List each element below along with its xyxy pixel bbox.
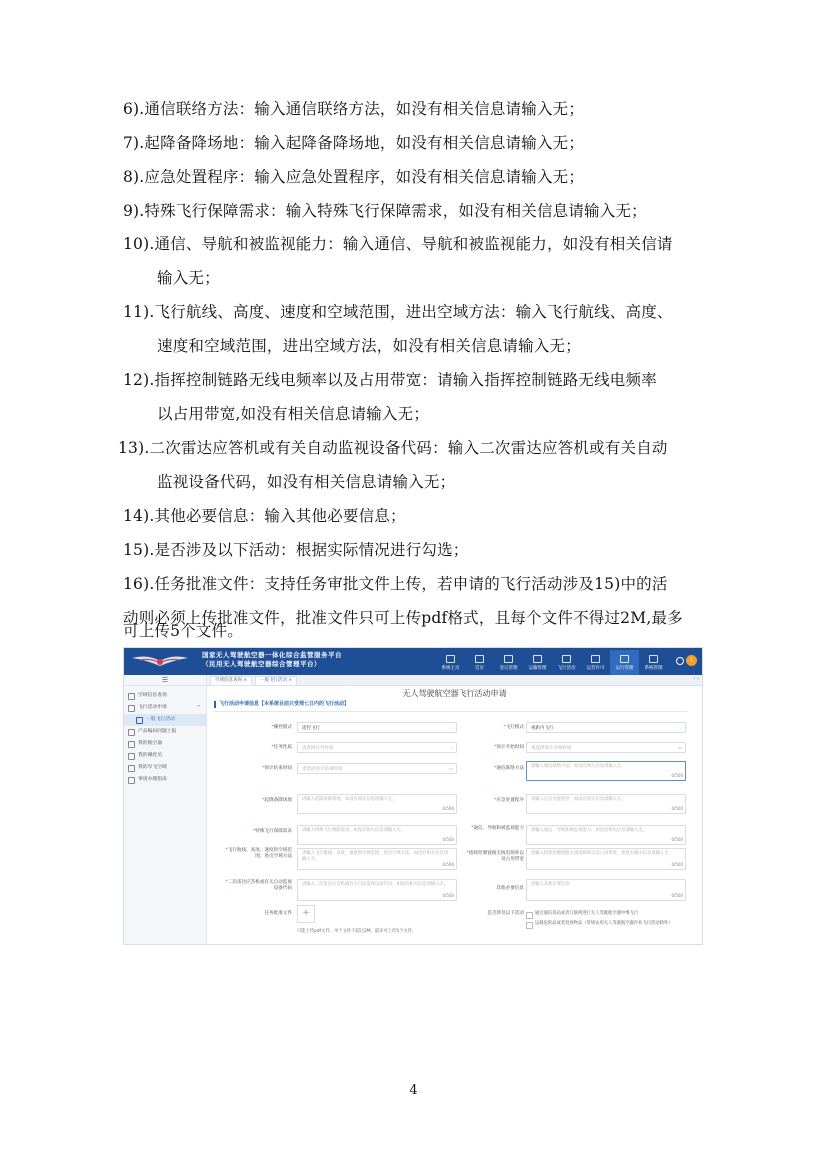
document-icon	[128, 693, 135, 700]
paragraph-14: 14).其他必要信息：输入其他必要信息；	[123, 507, 406, 525]
sidebar-item-airspace-query[interactable]	[124, 690, 206, 702]
sidebar-item-label: 我的军飞空域	[138, 765, 167, 770]
comm-nav-label: *通信、导航和被监视能力	[471, 826, 524, 831]
special-need-textarea[interactable]: 请输入特殊飞行保障需求，如没有相关信息请输入无。 0/500	[297, 825, 457, 845]
landing-site-label: *起降备降场地	[262, 798, 292, 803]
embedded-screenshot	[123, 647, 703, 945]
planned-end-picker[interactable]: 请选择预计结束时间 ▭	[297, 763, 457, 774]
paragraph-16-end: 可上传5个文件。	[123, 622, 243, 640]
sidebar-item-label: 产品编码问题上报	[138, 729, 177, 734]
sidebar-item-my-aircraft[interactable]	[124, 738, 206, 750]
nav-system-home[interactable]	[436, 650, 465, 675]
nav-label: 登记管理	[499, 665, 518, 671]
search-icon[interactable]	[676, 657, 684, 665]
chevron-down-icon: ⌵	[678, 726, 682, 731]
nav-label: 运营许可	[586, 665, 605, 671]
chevron-down-icon: ⌵	[449, 726, 453, 731]
paragraph-15: 15).是否涉及以下活动：根据实际情况进行勾选；	[123, 541, 469, 559]
sidebar-item-guide[interactable]	[124, 774, 206, 786]
paragraph-13-cont: 监视设备代码，如没有相关信息请输入无；	[157, 473, 456, 491]
tab-scroll-arrows-icon[interactable]: ‹ ›	[693, 676, 699, 682]
sidebar-item-label: 我的操控员	[138, 753, 162, 758]
building-icon	[620, 655, 629, 663]
involves-option-1-checkbox[interactable]	[526, 912, 533, 919]
document-icon	[136, 717, 143, 724]
paragraph-12: 12).指挥控制链路无线电频率以及占用带宽：请输入指挥控制链路无线电频率	[123, 371, 657, 389]
paragraph-10-cont: 输入无；	[157, 269, 220, 287]
emergency-textarea[interactable]: 请输入应急处置程序，如没有相关信息请输入无。 0/500	[526, 794, 686, 814]
sidebar-item-label: 空域信息查询	[138, 693, 167, 698]
sidebar-item-label: 飞行活动申请	[138, 705, 167, 710]
paragraph-9: 9).特殊飞行保障需求：输入特殊飞行保障需求，如没有相关信息请输入无；	[123, 202, 647, 220]
approval-file-label: 任务批准文件	[264, 911, 292, 916]
upload-button[interactable]: +	[297, 905, 315, 923]
sidebar-item-my-military-airspace[interactable]	[124, 762, 206, 774]
cart-icon	[533, 655, 542, 663]
nav-label: 飞行活动	[557, 665, 576, 671]
paragraph-8: 8).应急处置程序：输入应急处置程序，如没有相关信息请输入无；	[123, 168, 585, 186]
radar-code-textarea[interactable]: 请输入二次雷达应答机或有关自动监视设备代码，如没有相关信息请输入无。 0/500	[297, 879, 457, 901]
nav-transport[interactable]	[523, 650, 552, 675]
task-nature-select[interactable]: 请选择任务性质 ⌵	[297, 742, 457, 753]
landing-site-textarea[interactable]: 请输入起降备降场地，如没有相关信息请输入无。 0/500	[297, 794, 457, 814]
nav-registration[interactable]	[494, 650, 523, 675]
flight-mode-label: *飞行模式	[503, 725, 524, 730]
form-title: 无人驾驶航空器飞行活动申请	[402, 689, 507, 698]
system-title	[202, 651, 342, 669]
document-icon	[128, 741, 135, 748]
link-freq-textarea[interactable]: 请输入指挥控制链路无线电频率以及占用带宽，如没有相关信息请输入无。 0/500	[526, 848, 686, 870]
emergency-label: *应急处置程序	[494, 798, 524, 803]
link-freq-label: *指挥控制链路无线电频率以及占用带宽	[466, 851, 524, 862]
certificate-icon	[591, 655, 600, 663]
document-icon	[128, 753, 135, 760]
document-icon	[128, 777, 135, 784]
sidebar-item-label: 一般飞行活动	[146, 717, 175, 722]
sidebar-item-my-operators[interactable]	[124, 750, 206, 762]
menu-toggle-icon[interactable]: ☰	[124, 675, 206, 686]
paragraph-11-cont: 速度和空域范围，进出空域方法，如没有相关信息请输入无；	[157, 337, 581, 355]
sidebar-item-product-code-report[interactable]	[124, 726, 206, 738]
document-icon	[504, 655, 513, 663]
control-mode-label: *操控模式	[271, 725, 292, 730]
sidebar-item-general-flight[interactable]	[124, 714, 206, 726]
calendar-icon: ▭	[448, 767, 453, 772]
tab-bar	[207, 675, 702, 686]
sidebar	[124, 675, 207, 944]
radar-code-label: *二次雷达应答机或有关自动监视设备代码	[225, 880, 292, 891]
control-mode-select[interactable]: 遥控飞行 ⌵	[297, 722, 457, 733]
special-need-label: *特殊飞行保障需求	[252, 829, 292, 834]
other-info-label: 其他必要信息	[496, 886, 524, 891]
involves-label: 是否涉及以下活动	[487, 911, 524, 916]
sidebar-item-flight-application[interactable]	[124, 702, 206, 714]
caac-wings-logo-icon	[130, 652, 190, 670]
nav-label: 运行管理	[615, 665, 634, 671]
planned-end-label: *预计结束时间	[262, 766, 292, 771]
comm-method-label: *通信联络方法	[494, 766, 524, 771]
nav-system-management[interactable]	[639, 650, 668, 675]
nav-home[interactable]	[465, 650, 494, 675]
home-icon	[446, 655, 455, 663]
top-nav	[436, 650, 668, 675]
planned-start-label: *预计开始时间	[494, 745, 524, 750]
paragraph-16: 16).任务批准文件：支持任务审批文件上传，若申请的飞行活动涉及15)中的活	[123, 575, 668, 593]
other-info-textarea[interactable]: 请输入其他必要信息 0/500	[526, 879, 686, 901]
task-nature-label: *任务性质	[271, 745, 292, 750]
sidebar-item-label: 事项办理指南	[138, 777, 167, 782]
grid-icon	[649, 655, 658, 663]
paragraph-16-cont: 动则必须上传批准文件，批准文件只可上传pdf格式，且每个文件不得过2M,最多	[123, 609, 683, 627]
paragraph-12-cont: 以占用带宽,如没有相关信息请输入无；	[157, 405, 430, 423]
planned-start-picker[interactable]: 请选择预计开始时间 ▭	[526, 742, 686, 753]
system-title-line-1: 国家无人驾驶航空器一体化综合监管服务平台	[202, 651, 342, 659]
flight-mode-select[interactable]: 视距内飞行 ⌵	[526, 722, 686, 733]
paragraph-6: 6).通信联络方法：输入通信联络方法，如没有相关信息请输入无；	[123, 100, 585, 118]
paragraph-13: 13).二次雷达应答机或有关自动监视设备代码：输入二次雷达应答机或有关自动	[118, 439, 668, 457]
route-textarea[interactable]: 请输入飞行航线、高度、速度和空域范围，进出空域方法，如没有相关信息请输入无。 0/500	[297, 848, 457, 870]
page-number: 4	[409, 1083, 418, 1098]
involves-option-2-text: 运载危险品或者投放物品（常规农用无人驾驶航空器作业飞行活动除外）	[535, 921, 673, 926]
paragraph-7: 7).起降备降场地：输入起降备降场地，如没有相关信息请输入无；	[123, 134, 585, 152]
nav-operation-license[interactable]	[581, 650, 610, 675]
calendar-icon: ▭	[677, 746, 682, 751]
user-avatar[interactable]: i	[686, 655, 697, 666]
comm-nav-textarea[interactable]: 请输入通信、导航和被监视能力，如没有相关信息请输入无。 0/500	[526, 825, 686, 845]
system-title-line-2: （民用无人驾驶航空器综合管理平台）	[202, 660, 321, 668]
document-icon	[128, 765, 135, 772]
document-icon	[128, 729, 135, 736]
chevron-up-icon: ^	[196, 705, 201, 711]
route-label: *飞行航线、高度、速度和空域范围，进出空域方法	[225, 848, 292, 859]
paragraph-10: 10).通信、导航和被监视能力：输入通信、导航和被监视能力，如没有相关信请	[123, 235, 673, 253]
monitor-icon	[475, 655, 484, 663]
chevron-down-icon: ⌵	[449, 746, 453, 751]
paragraph-11: 11).飞行航线、高度、速度和空域范围，进出空域方法：输入飞行航线、高度、	[123, 303, 673, 321]
tab-airspace-query[interactable]: 空域信息查询 ×	[210, 676, 252, 686]
nav-label: 系统主页	[441, 665, 460, 671]
folder-icon	[128, 705, 135, 712]
comm-method-textarea[interactable]: 请输入通信联络方法，如没有相关信息请输入无。 0/500	[526, 761, 686, 781]
section-divider	[214, 711, 687, 712]
nav-label: 系统管理	[644, 665, 663, 671]
target-icon	[562, 655, 571, 663]
tab-general-flight[interactable]: 一般飞行活动 ×	[255, 676, 297, 686]
involves-option-1-text: 通过通信基站或者互联网进行无人驾驶航空器中继飞行	[535, 911, 639, 916]
section-title: 飞行活动申请信息【本系统目前只受理七日内的飞行活动】	[214, 701, 349, 708]
sidebar-item-label: 我的航空器	[138, 741, 162, 746]
nav-flight-activity[interactable]	[552, 650, 581, 675]
involves-option-2-checkbox[interactable]	[526, 922, 533, 929]
nav-label: 首页	[475, 665, 484, 671]
nav-label: 运输管理	[528, 665, 547, 671]
upload-hint: 只能上传pdf文件，单个文件不超过2M，最多可上传5个文件。	[297, 929, 417, 934]
top-bar	[124, 648, 702, 675]
nav-operation-management[interactable]	[610, 650, 639, 675]
